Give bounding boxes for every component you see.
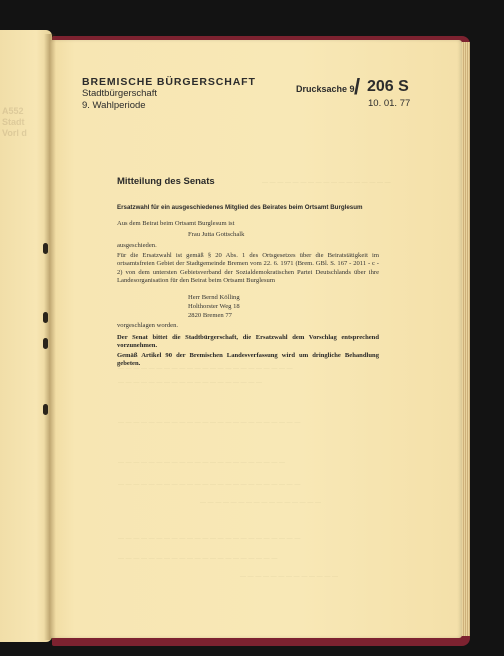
bleed-through-line: — — — — — — — — — — — — — — — — — — — [118,380,263,386]
nominee-city: 2820 Bremen 77 [188,312,232,319]
document-slash: / [354,74,361,99]
page-title: Mitteilung des Senats [117,176,215,187]
header-issuer [82,76,256,112]
organization-name: BREMISCHE BÜRGERSCHAFT [82,76,256,88]
binding-hole [43,312,48,323]
chamber-name: Stadtbürgerschaft [82,88,157,99]
bleed-through-line: — — — — — — — — — — — — — — — — — [262,180,391,186]
nominee-street: Holthorster Weg 18 [188,303,240,310]
document-date: 10. 01. 77 [368,98,411,109]
document-number: 206 S [367,78,409,95]
nominee-name: Herr Bernd Kölling [188,294,240,301]
document-label: Drucksache 9 [296,84,355,94]
bleed-through-line: — — — — — — — — — — — — — — — — — — — — — — — — [118,482,301,488]
left-page-bleed-through: A552 Stadt Vorl d [2,106,27,138]
bleed-through-line: — — — — — — — — — — — — — — — — — — — — — [118,556,278,562]
bleed-through-line: — — — — — — — — — — — — — — — — — — — — — — [118,460,286,466]
bleed-through-line: — — — — — — — — — — — — — [240,574,339,580]
senate-request: Der Senat bittet die Stadtbürgerschaft, die Ersatzwahl dem Vorschlag entsprechend vorzunehmen. [117,334,379,350]
retired-suffix: ausgeschieden. [117,242,157,249]
page-stack-edge [462,42,470,636]
intro-text: Aus dem Beirat beim Ortsamt Burglesum ist [117,220,235,227]
legislative-period: 9. Wahlperiode [82,100,146,111]
book-gutter [44,34,56,640]
bleed-through-line: — — — — — — — — — — — — — — — — — — — — — — — — [118,536,301,542]
bleed-through-line: — — — — — — — — — — — — — — — — — — — — — — — — [118,420,301,426]
binding-hole [43,404,48,415]
nomination-paragraph: Für die Ersatzwahl ist gemäß § 20 Abs. 1 des Ortsgesetzes über die Beiratstätigkeit im ortsamtsfreien Gebiet der Stadtgemeinde Bremen vom 22. 6. 1971 (Brem. GBl. S. 167 - 2011 - c - 2) von dem untersten Gebietsverband der Sozialdemokratischen Partei Deutschlands über ihre Landesorganisation für den Beirat beim Ortsamt Burglesum [117,252,379,285]
binding-hole [43,243,48,254]
document-subject: Ersatzwahl für ein ausgeschiedenes Mitglied des Beirates beim Ortsamt Burglesum [117,204,363,211]
urgency-note: Gemäß Artikel 90 der Bremischen Landesverfassung wird um dringliche Behandlung gebeten. [117,352,379,368]
retired-member-name: Frau Jutta Gottschalk [188,231,245,238]
bleed-through-line: — — — — — — — — — — — — — — — — [200,500,322,506]
proposed-suffix: vorgeschlagen worden. [117,322,179,329]
binding-hole [43,338,48,349]
bleed-through-line: — — — — — — — — — — — — — — — — — — — — — — — [118,366,293,372]
